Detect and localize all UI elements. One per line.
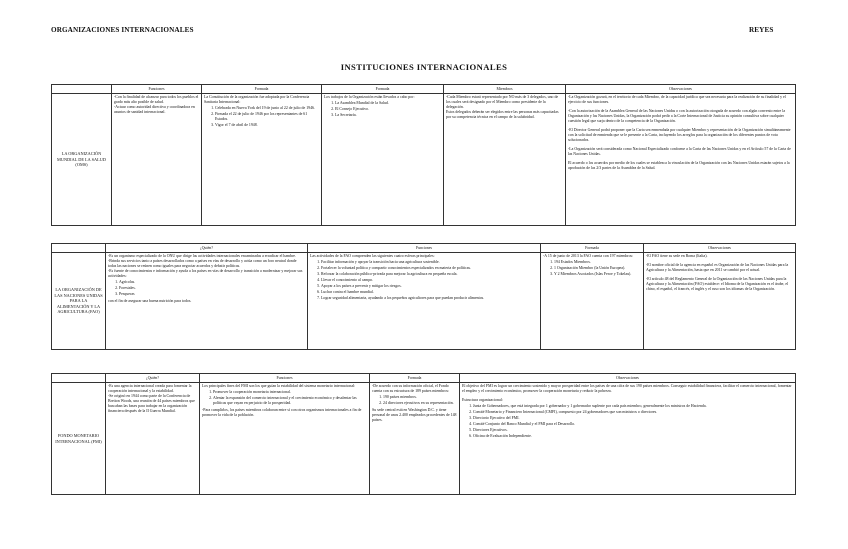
list-item: 1. 194 Estados Miembros. <box>554 260 641 265</box>
fao-obs-paragraph: -El FAO tiene su sede en Roma (Italia). <box>646 254 708 258</box>
oms-funciones: -Con la finalidad de alcanzar para todos los pueblos el grado más alto posible de salud. -Actuar como autoridad directiva y coordinadora en asuntos de sanidad internacional. <box>112 94 202 226</box>
list-item: 1. La Asamblea Mundial de la Salud. <box>335 101 441 106</box>
fao-quien <box>106 253 308 350</box>
list-item: 2. Alentar la expansión del comercio internacional y el crecimiento económico y desalentar las políticas que vayan en perjuicio de la prosperidad. <box>213 396 367 406</box>
list-item: 7. Lograr seguridad alimentaria, ayudando a los pequeños agricultores para que puedan producir alimentos. <box>321 296 538 301</box>
fmi-header-blank <box>52 374 106 383</box>
fmi-org-name: FONDO MONETARIO INTERNACIONAL (FMI) <box>52 383 106 495</box>
fmi-header-row <box>52 374 796 383</box>
page-title: INSTITUCIONES INTERNACIONALES <box>340 62 508 72</box>
oms-obs-paragraph: -La Organización gozará, en el territorio de cada Miembro, de la capacidad jurídica que sea necesaria para la realización de su finalidad y el ejercicio de sus funciones. <box>568 95 786 104</box>
list-item: 2. Comité Monetario y Financiero Internacional (CMFI), compuesto por 24 gobernadores que son ministros o directores. <box>473 410 793 415</box>
fao-quien-text: -Es un organismo especializado de la ONU que dirige las actividades internacionales encaminadas a erradicar el hambre. -Brinda sus servicios tanto a países desarrollados como a países en vías de desarrollo y actúa como un foro neutral donde todas las naciones se reúnen como iguales para negociar acuerdos y debatir políticas. -Es fuente de conocimientos e información y ayuda a los países en vías de desarrollo y transición a modernizar y mejorar sus actividades: <box>108 254 303 278</box>
fmi-formada-end: Su sede central está en Washington D.C. y tiene personal de unos 2.400 empleados procedentes de 148 países. <box>372 408 457 422</box>
fmi-header-formada: Formada <box>370 374 460 383</box>
oms-header-funciones: Funciones <box>112 85 202 94</box>
list-item: 1. Facilitar información y apoyar la transición hacia una agricultura sostenible. <box>321 260 538 265</box>
fmi-obs-intro: El objetivo del FMI es lograr un crecimiento sostenido y mayor prosperidad entre los países de una cifra de sus 190 países miembros. Conseguir estabilidad financiera, facilitar el comercio internacional, fomentar el empleo y el crecimiento económico, promover la cooperación monetaria y reducir la pobreza. <box>462 384 792 393</box>
oms-formada-list <box>204 106 319 128</box>
oms-org-name: LA ORGANIZACIÓN MUNDIAL DE LA SALUD (OMS) <box>52 94 112 226</box>
fmi-row <box>52 383 796 495</box>
oms-row <box>52 94 796 226</box>
fao-header-funciones: Funciones <box>308 244 541 253</box>
list-item: 3. Reforzar la colaboración público-privada para mejorar la agricultura en pequeña escala. <box>321 272 538 277</box>
list-item: 2. 24 directores ejecutivos en su representación. <box>383 401 457 406</box>
fmi-func-list <box>202 390 367 406</box>
fmi-header-observaciones: Observaciones <box>460 374 796 383</box>
list-item: 4. Llevar el conocimiento al campo. <box>321 278 538 283</box>
fmi-quien: -Es una agencia internacional creada para fomentar la cooperación internacional y la estabilidad. -Se originó en 1944 como parte de la Conferencia de Bretton Woods, una reunión de 44 países miembros que buscaban las bases para trabajar en la organización financiera después de la II Guerra Mundial. <box>106 383 200 495</box>
fao-row <box>52 253 796 350</box>
fao-obs-paragraph: -El artículo 48 del Reglamento General de la Organización de las Naciones Unidas para la Agricultura y la Alimentación (FAO) establece: el Idioma de la Organización es el árabe, el chino, el español, el francés, el inglés y el ruso son los idiomas de la Organización. <box>646 277 789 291</box>
list-item: 3. Vigor el 7 de abril de 1948. <box>215 123 319 128</box>
fmi-funciones <box>200 383 370 495</box>
oms-obs-paragraph: El acuerdo o los acuerdos por medio de los cuales se establezca la vinculación de la Organización con las Naciones Unidas estarán sujetos a la aprobación de las 2/3 partes de la Asamblea de la Salud. <box>568 161 790 170</box>
fao-header-blank <box>52 244 106 253</box>
fao-quien-end: con el fin de asegurar una buena nutrición para todos. <box>108 299 192 303</box>
fao-header-formada: Formada <box>541 244 644 253</box>
oms-header-blank <box>52 85 112 94</box>
oms-formada2-list <box>324 101 441 118</box>
fmi-func-intro: Los principales fines del FMI son los que guían la estabilidad del sistema monetario internacional: <box>202 384 356 388</box>
oms-obs-paragraph: -El Director General podrá proponer que la Carta sea enmendada por cualquier Miembro y representación de la Organización simultáneamente con la solicitud de enmienda que se le presente a la Carta, incluyendo los arreglos para la organización de los diferentes puntos de vota solucionados. <box>568 128 791 142</box>
list-item: 3. Pesqueras <box>119 292 305 297</box>
list-item: 6. Oficina de Evaluación Independiente. <box>473 434 793 439</box>
oms-formada2-intro: Los trabajos de la Organización están llevados a cabo por: <box>324 95 415 99</box>
fao-obs-paragraph: -El nombre oficial de la agencia en español es Organización de las Naciones Unidas para la Agricultura y la Alimentación, hasta que en 2011 se cambió por el actual. <box>646 263 789 272</box>
fao-func-list <box>310 260 538 301</box>
list-item: 1. Junta de Gobernadores, que está integrada por 1 gobernador y 1 gobernador suplente por cada país miembro, generalmente los ministros de Hacienda. <box>473 404 793 409</box>
oms-header-observaciones: Observaciones <box>566 85 796 94</box>
oms-obs-paragraph: -Con la autorización de la Asamblea General de las Naciones Unidas o con la autorización otorgada de acuerdo con algún convenio entre la Organización y las Naciones Unidas, la Organización podrá pedir a la Corte Internacional de Justicia su opinión consultiva sobre cualquier cuestión legal que surja dentro de la competencia de la Organización. <box>568 109 786 123</box>
list-item: 4. Comité Conjunto del Banco Mundial y el FMI para el Desarrollo. <box>473 422 793 427</box>
fmi-formada-intro: -De acuerdo con su información oficial, el Fondo cuenta con su estructura de 189 países miembros: <box>372 384 450 393</box>
fao-formada <box>541 253 644 350</box>
list-item: 6. Luchar contra el hambre mundial. <box>321 290 538 295</box>
fao-formada-list <box>543 260 641 277</box>
fmi-obs-list <box>462 404 793 439</box>
list-item: 3. Directorio Ejecutivo del FMI. <box>473 416 793 421</box>
list-item: 3. Y 2 Miembros Asociados (Islas Feroe y Tokelau). <box>554 272 641 277</box>
fao-table <box>51 243 796 350</box>
fmi-formada-list <box>372 395 457 406</box>
header-left: ORGANIZACIONES INTERNACIONALES <box>51 26 194 34</box>
oms-observaciones <box>566 94 796 226</box>
list-item: 1. Agrícolas. <box>119 280 305 285</box>
fao-funciones <box>308 253 541 350</box>
list-item: 2. 1 Organización Miembro (la Unión Europea). <box>554 266 641 271</box>
oms-formada <box>202 94 322 226</box>
fao-header-observaciones: Observaciones <box>644 244 796 253</box>
fmi-func-end: -Para cumplirlos, los países miembros colaboran entre sí con otros organismos internacionales a fin de promover la vida de la población. <box>202 408 362 417</box>
list-item: 3. La Secretaría. <box>335 113 441 118</box>
list-item: 5. Directores Ejecutivos. <box>473 428 793 433</box>
fmi-obs-mid: Estructura organizacional: <box>462 398 503 402</box>
fao-formada-intro: -A 15 de junio de 2013 la FAO cuenta con 197 miembros: <box>543 254 634 258</box>
header-right: REYES <box>749 26 774 34</box>
oms-miembros: -Cada Miembro estará representado por NO más de 3 delegados, uno de los cuales será designado por el Miembro como presidente de la delegación. Estos delegados deberán ser elegidos entre las personas más capacitadas por su competencia técnica en el campo de la salubridad. <box>444 94 566 226</box>
fmi-formada <box>370 383 460 495</box>
fmi-header-funciones: Funciones <box>200 374 370 383</box>
fao-org-name: LA ORGANIZACIÓN DE LAS NACIONES UNIDAS PARA LA ALIMENTACIÓN Y LA AGRICULTURA (FAO) <box>52 253 106 350</box>
fmi-table <box>51 373 796 495</box>
fao-func-intro: Las actividades de la FAO comprenden las siguientes cuatro esferas principales: <box>310 254 435 258</box>
fao-header-quien: ¿Quién? <box>106 244 308 253</box>
oms-header-miembros: Miembros <box>444 85 566 94</box>
list-item: 2. El Consejo Ejecutivo. <box>335 107 441 112</box>
fao-header-row <box>52 244 796 253</box>
oms-header-row <box>52 85 796 94</box>
oms-header-formada: Formada <box>202 85 322 94</box>
fmi-observaciones <box>460 383 796 495</box>
fao-quien-list <box>108 280 305 297</box>
oms-table <box>51 84 796 226</box>
fmi-header-quien: ¿Quién? <box>106 374 200 383</box>
list-item: 2. Fortalecer la voluntad política y compartir conocimientos especializados en materia de políticas. <box>321 266 538 271</box>
list-item: 1. Promover la cooperación monetaria internacional. <box>213 390 367 395</box>
list-item: 2. Firmada el 22 de julio de 1946 por los representantes de 61 Estados. <box>215 112 319 122</box>
oms-header-formada-2: Formada <box>322 85 444 94</box>
oms-formada-intro: La Constitución de la organización fue adoptada por la Conferencia Sanitaria Internacional: <box>204 95 310 104</box>
oms-formada-2 <box>322 94 444 226</box>
fao-observaciones <box>644 253 796 350</box>
oms-obs-paragraph: -La Organización será considerada como Nacional Especializado conforme a la Carta de las Naciones Unidas y en el Artículo 57 de la Carta de las Naciones Unidas. <box>568 147 791 156</box>
list-item: 2. Forestales. <box>119 286 305 291</box>
list-item: 1. 190 países miembros. <box>383 395 457 400</box>
list-item: 1. Celebrada en Nueva York del 19 de junio al 22 de julio de 1946. <box>215 106 319 111</box>
list-item: 5. Apoyar a los países a prevenir y mitigar los riesgos. <box>321 284 538 289</box>
